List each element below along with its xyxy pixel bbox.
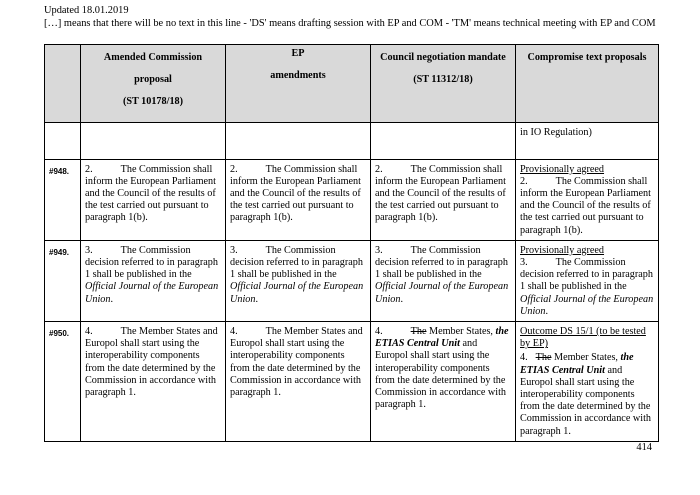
table-row bbox=[45, 322, 659, 442]
cell-ep: 4. The Member States and Europol shall start using the interoperability components from the date determined by the Commission in accordance with paragraph 1. bbox=[226, 322, 371, 442]
status-label: Provisionally agreed bbox=[520, 244, 605, 256]
header-compromise-text: Compromise text proposals bbox=[516, 45, 659, 123]
header-commission-proposal: Amended Commission proposal (ST 10178/18) bbox=[81, 45, 226, 123]
table-row bbox=[45, 122, 659, 159]
cell-council: 3. The Commission decision referred to in paragraph 1 shall be published in the Official Journal of the European Union. bbox=[371, 240, 516, 321]
cell-ep: 2. The Commission shall inform the European Parliament and the Council of the results of the test carried out pursuant to paragraph 1(b). bbox=[226, 159, 371, 240]
cell-commission: 3. The Commission decision referred to in paragraph 1 shall be published in the Official Journal of the European Union. bbox=[81, 240, 226, 321]
document-header bbox=[44, 4, 656, 30]
cell-ep: 3. The Commission decision referred to in paragraph 1 shall be published in the Official Journal of the European Union. bbox=[226, 240, 371, 321]
cell-compromise: Outcome DS 15/1 (to be tested by EP) 4. The Member States, the ETIAS Central Unit and Europol shall start using the interoperability components from the date determined by the Commission in accordance with paragraph 1. bbox=[516, 322, 659, 442]
row-number: #950. bbox=[45, 322, 81, 442]
cell-council: 4. The Member States, the ETIAS Central Unit and Europol shall start using the interoperability components from the date determined by the Commission in accordance with paragraph 1. bbox=[371, 322, 516, 442]
cell-compromise: Provisionally agreed 2. The Commission shall inform the European Parliament and the Council of the results of the test carried out pursuant to paragraph 1(b). bbox=[516, 159, 659, 240]
table-row bbox=[45, 159, 659, 240]
cell-commission: 2. The Commission shall inform the European Parliament and the Council of the results of the test carried out pursuant to paragraph 1(b). bbox=[81, 159, 226, 240]
row-number: #949. bbox=[45, 240, 81, 321]
updated-date: Updated 18.01.2019 bbox=[44, 5, 129, 16]
cell-compromise: Provisionally agreed 3. The Commission decision referred to in paragraph 1 shall be published in the Official Journal of the European Union. bbox=[516, 240, 659, 321]
status-label: Outcome DS 15/1 (to be tested by EP) bbox=[520, 326, 646, 350]
cell-commission: 4. The Member States and Europol shall start using the interoperability components from the date determined by the Commission in accordance with paragraph 1. bbox=[81, 322, 226, 442]
table-row bbox=[45, 240, 659, 321]
header-ep-amendments: EP amendments bbox=[226, 45, 371, 123]
status-label: Provisionally agreed bbox=[520, 163, 605, 175]
row-number: #948. bbox=[45, 159, 81, 240]
cell-council: 2. The Commission shall inform the European Parliament and the Council of the results of the test carried out pursuant to paragraph 1(b). bbox=[371, 159, 516, 240]
negotiation-table bbox=[44, 44, 659, 442]
page-number: 414 bbox=[636, 442, 652, 453]
table-header-row bbox=[45, 45, 659, 123]
header-num bbox=[45, 45, 81, 123]
carry-over-text: in IO Regulation) bbox=[516, 122, 659, 159]
header-council-mandate: Council negotiation mandate (ST 11312/18) bbox=[371, 45, 516, 123]
legend-note: […] means that there will be no text in this line - 'DS' means drafting session with EP and COM - 'TM' means technical meeting with EP and COM bbox=[44, 18, 656, 29]
